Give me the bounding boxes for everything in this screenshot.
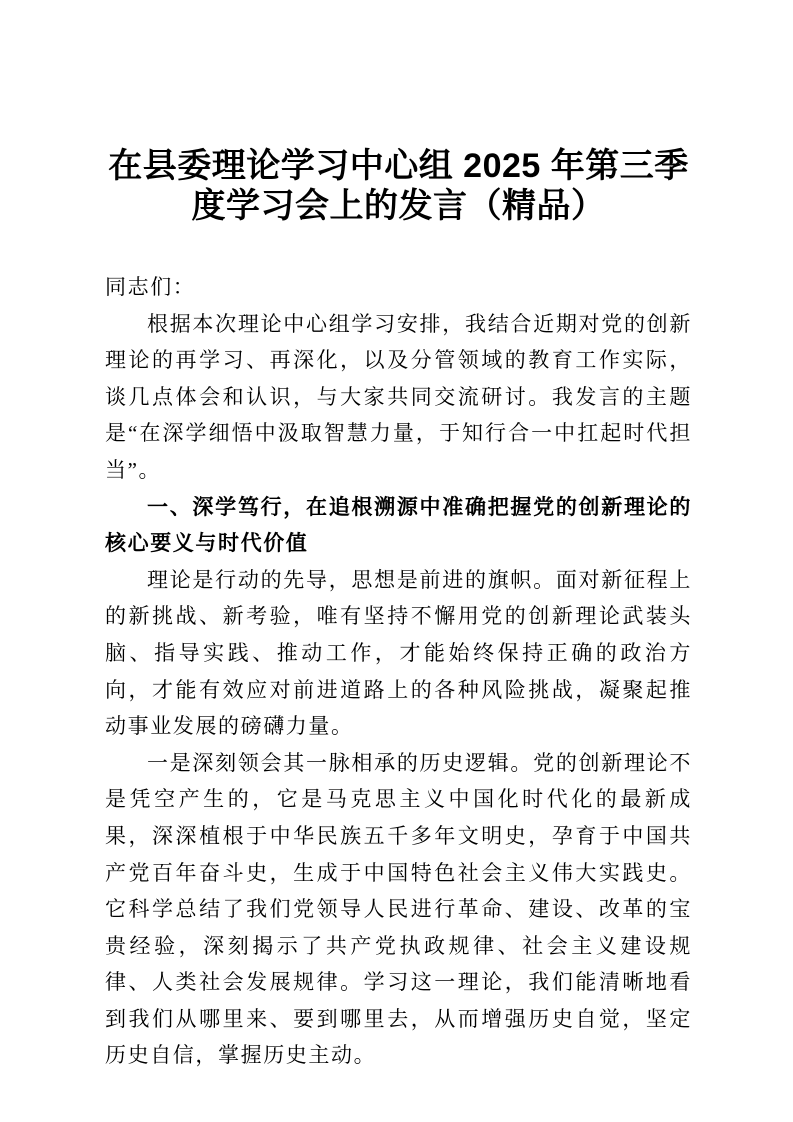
document-title: 在县委理论学习中心组 2025 年第三季度学习会上的发言（精品） — [108, 147, 689, 225]
section-heading: 一、深学笃行，在追根溯源中准确把握党的创新理论的核心要义与时代价值 — [105, 494, 692, 556]
paragraph: 根据本次理论中心组学习安排，我结合近期对党的创新理论的再学习、再深化，以及分管领域的教育工作实际，谈几点体会和认识，与大家共同交流研讨。我发言的主题是“在深学细悟中汲取智慧力量，于知行合一中扛起时代担当”。 — [105, 311, 692, 482]
salutation: 同志们： — [105, 275, 196, 299]
paragraph: 理论是行动的先导，思想是前进的旗帜。面对新征程上的新挑战、新考验，唯有坚持不懈用党的创新理论武装头脑、指导实践、推动工作，才能始终保持正确的政治方向，才能有效应对前进道路上的各种风险挑战，凝聚起推动事业发展的磅礴力量。 — [105, 567, 692, 739]
paragraph: 一是深刻领会其一脉相承的历史逻辑。党的创新理论不是凭空产生的，它是马克思主义中国化时代化的最新成果，深深植根于中华民族五千多年文明史，孕育于中国共产党百年奋斗史，生成于中国特色社会主义伟大实践史。它科学总结了我们党领导人民进行革命、建设、改革的宝贵经验，深刻揭示了共产党执政规律、社会主义建设规律、人类社会发展规律。学习这一理论，我们能清晰地看到我们从哪里来、要到哪里去，从而增强历史自觉，坚定历史自信，掌握历史主动。 — [105, 750, 692, 1068]
document-body — [105, 269, 692, 1074]
